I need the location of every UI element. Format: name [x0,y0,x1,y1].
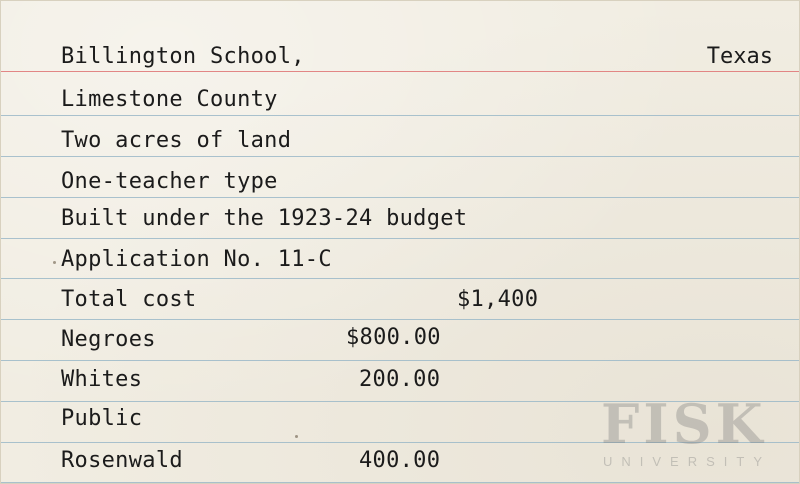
negroes-value: $800.00 [346,325,441,350]
application-line: Application No. 11-C [61,247,332,272]
rosenwald-value: 400.00 [359,448,441,473]
blue-rule [1,278,799,279]
whites-value: 200.00 [359,367,441,392]
county-line: Limestone County [61,87,278,112]
school-name: Billington School, [61,44,305,69]
blue-rule [1,115,799,116]
state-name: Texas [706,44,773,69]
land-line: Two acres of land [61,128,292,153]
budget-line: Built under the 1923-24 budget [61,206,468,231]
watermark-subtitle: UNIVERSITY [603,454,772,469]
blue-rule [1,360,799,361]
paper-speck [53,261,56,264]
paper-speck [295,435,298,438]
blue-rule [1,319,799,320]
rosenwald-label: Rosenwald [61,448,183,473]
blue-rule [1,482,799,483]
watermark-word: FISK [601,392,767,456]
total-cost-label: Total cost [61,287,197,312]
blue-rule [1,156,799,157]
type-line: One-teacher type [61,169,278,194]
red-header-rule [1,71,799,72]
fisk-university-watermark [601,392,791,477]
negroes-label: Negroes [61,327,156,352]
public-label: Public [61,406,143,431]
blue-rule [1,197,799,198]
blue-rule [1,238,799,239]
total-cost-value: $1,400 [457,287,539,312]
whites-label: Whites [61,367,143,392]
